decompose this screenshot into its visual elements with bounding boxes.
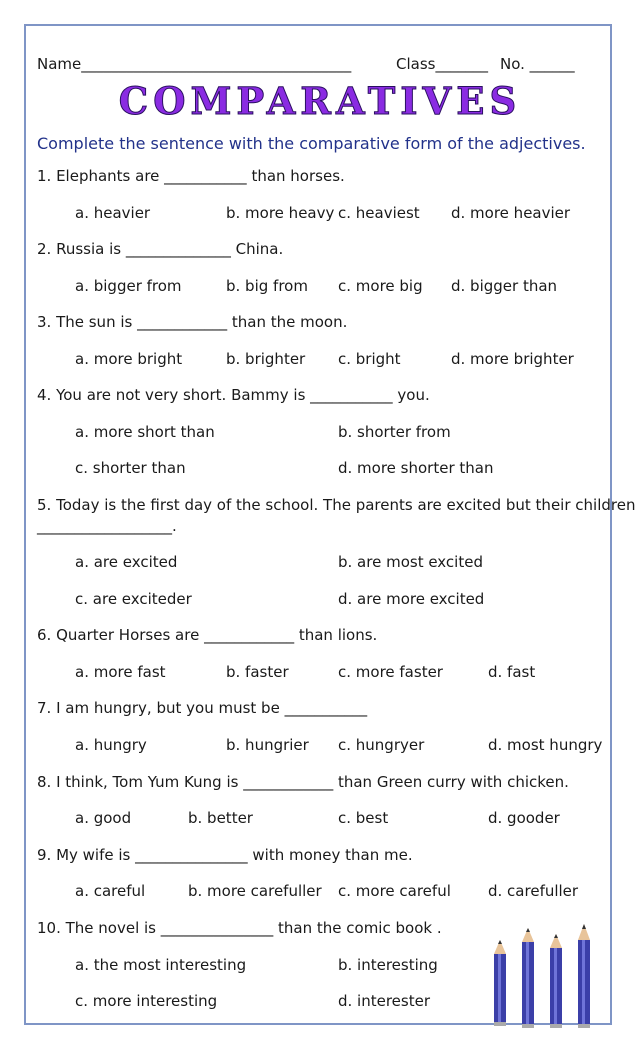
q7-option-b[interactable]: b. hungrier bbox=[226, 736, 309, 754]
question-4: 4. You are not very short. Bammy is ___________ you. bbox=[37, 386, 430, 404]
q8-option-a[interactable]: a. good bbox=[75, 809, 132, 827]
q6-option-c[interactable]: c. more faster bbox=[338, 663, 443, 681]
q7-option-c[interactable]: c. hungryer bbox=[338, 736, 425, 754]
q2-option-d[interactable]: d. bigger than bbox=[451, 277, 558, 295]
question-1: 1. Elephants are ___________ than horses. bbox=[37, 167, 345, 185]
q9-option-a[interactable]: a. careful bbox=[75, 882, 146, 900]
q3-option-a[interactable]: a. more bright bbox=[75, 350, 183, 368]
pencil-icon bbox=[494, 940, 506, 1026]
q7-option-d[interactable]: d. most hungry bbox=[488, 736, 603, 754]
q1-option-b[interactable]: b. more heavy bbox=[226, 204, 335, 222]
q2-option-a[interactable]: a. bigger from bbox=[75, 277, 182, 295]
q9-option-b[interactable]: b. more carefuller bbox=[188, 882, 322, 900]
q3-option-d[interactable]: d. more brighter bbox=[451, 350, 574, 368]
question-5: 5. Today is the first day of the school. The parents are excited but their children bbox=[37, 496, 636, 514]
q2-option-b[interactable]: b. big from bbox=[226, 277, 308, 295]
q4-option-d[interactable]: d. more shorter than bbox=[338, 459, 494, 477]
question-9: 9. My wife is _______________ with money than me. bbox=[37, 846, 413, 864]
q4-option-c[interactable]: c. shorter than bbox=[75, 459, 186, 477]
class-field-line[interactable]: Class_______ bbox=[396, 55, 488, 73]
q9-option-d[interactable]: d. carefuller bbox=[488, 882, 579, 900]
q4-option-a[interactable]: a. more short than bbox=[75, 423, 215, 441]
q1-option-c[interactable]: c. heaviest bbox=[338, 204, 420, 222]
q8-option-b[interactable]: b. better bbox=[188, 809, 253, 827]
pencil-icon bbox=[578, 924, 590, 1028]
worksheet-title: COMPARATIVES bbox=[118, 79, 522, 123]
question-10: 10. The novel is _______________ than the comic book . bbox=[37, 919, 442, 937]
q3-option-c[interactable]: c. bright bbox=[338, 350, 401, 368]
q8-option-d[interactable]: d. gooder bbox=[488, 809, 560, 827]
question-7: 7. I am hungry, but you must be ___________ bbox=[37, 699, 368, 717]
pencil-icon bbox=[550, 934, 562, 1028]
question-3: 3. The sun is ____________ than the moon. bbox=[37, 313, 348, 331]
q4-option-b[interactable]: b. shorter from bbox=[338, 423, 451, 441]
q8-option-c[interactable]: c. best bbox=[338, 809, 389, 827]
q1-option-d[interactable]: d. more heavier bbox=[451, 204, 571, 222]
question-2: 2. Russia is ______________ China. bbox=[37, 240, 284, 258]
q6-option-d[interactable]: d. fast bbox=[488, 663, 536, 681]
q2-option-c[interactable]: c. more big bbox=[338, 277, 423, 295]
q6-option-b[interactable]: b. faster bbox=[226, 663, 289, 681]
q5-option-a[interactable]: a. are excited bbox=[75, 553, 178, 571]
q10-option-a[interactable]: a. the most interesting bbox=[75, 956, 247, 974]
pencils-icon bbox=[488, 920, 608, 1030]
name-field-line[interactable]: Name____________________________________ bbox=[37, 55, 352, 73]
question-8: 8. I think, Tom Yum Kung is ____________ than Green curry with chicken. bbox=[37, 773, 569, 791]
q5-option-c[interactable]: c. are exciteder bbox=[75, 590, 192, 608]
number-field-line[interactable]: No. ______ bbox=[500, 55, 575, 73]
q10-option-b[interactable]: b. interesting bbox=[338, 956, 438, 974]
q7-option-a[interactable]: a. hungry bbox=[75, 736, 147, 754]
q6-option-a[interactable]: a. more fast bbox=[75, 663, 166, 681]
q1-option-a[interactable]: a. heavier bbox=[75, 204, 151, 222]
q10-option-c[interactable]: c. more interesting bbox=[75, 992, 218, 1010]
question-6: 6. Quarter Horses are ____________ than lions. bbox=[37, 626, 378, 644]
q9-option-c[interactable]: c. more careful bbox=[338, 882, 451, 900]
q5-option-d[interactable]: d. are more excited bbox=[338, 590, 485, 608]
q5-option-b[interactable]: b. are most excited bbox=[338, 553, 483, 571]
pencil-icon bbox=[522, 928, 534, 1028]
q10-option-d[interactable]: d. interester bbox=[338, 992, 430, 1010]
question-5-blank: __________________. bbox=[37, 517, 177, 535]
instruction: Complete the sentence with the comparative form of the adjectives. bbox=[37, 134, 586, 153]
q3-option-b[interactable]: b. brighter bbox=[226, 350, 306, 368]
